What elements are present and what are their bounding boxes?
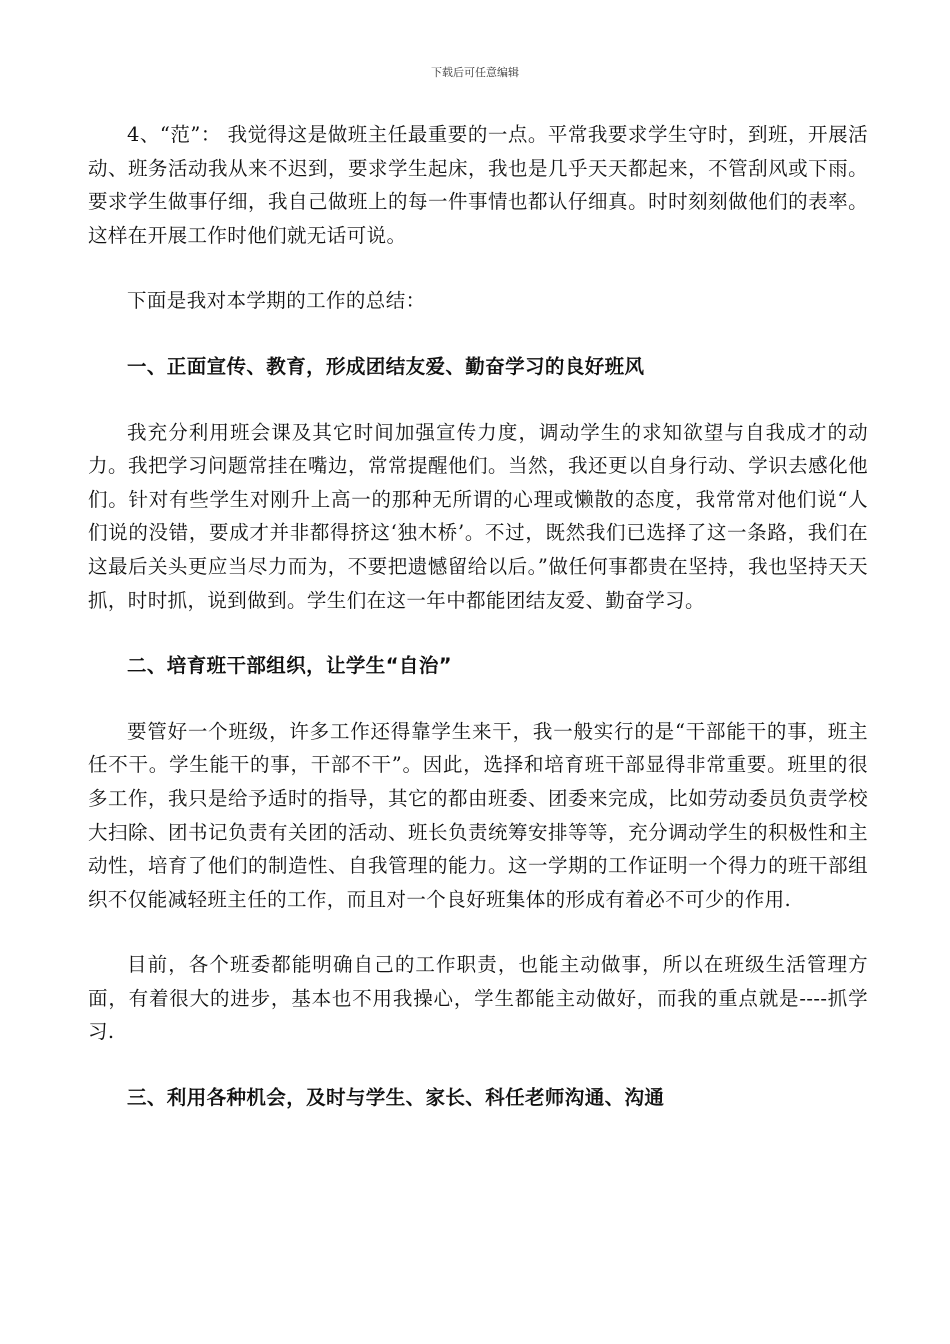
paragraph-example-role-model: 4、“范”： 我觉得这是做班主任最重要的一点。平常我要求学生守时，到班，开展活动、班务活动我从来不迟到，要求学生起床，我也是几乎天天都起来，不管刮风或下雨。要求学生做事仔细，我自己做班上的每一件事情也都认仔细真。时时刻刻做他们的表率。这样在开展工作时他们就无话可说。 (88, 123, 868, 247)
paragraph-section-1: 我充分利用班会课及其它时间加强宣传力度，调动学生的求知欲望与自我成才的动力。我把学习问题常挂在嘴边，常常提醒他们。当然，我还更以自身行动、学识去感化他们。针对有些学生对刚升上高一的那种无所谓的心理或懒散的态度，我常常对他们说“人们说的没错，要成才并非都得挤这‘独木桥’。不过，既然我们已选择了这一条路，我们在这最后关头更应当尽力而为，不要把遗憾留给以后。”做任何事都贵在坚持，我也坚持天天抓，时时抓，说到做到。学生们在这一年中都能团结友爱、勤奋学习。 (88, 420, 868, 612)
page-header-note: 下载后可任意编辑 (431, 66, 519, 79)
section-heading-1: 一、正面宣传、教育，形成团结友爱、勤奋学习的良好班风 (127, 354, 645, 378)
document-body (88, 118, 868, 1147)
section-heading-3: 三、利用各种机会，及时与学生、家长、科任老师沟通、沟通 (127, 1086, 665, 1110)
paragraph-section-2a: 要管好一个班级，许多工作还得靠学生来干，我一般实行的是“干部能干的事，班主任不干。学生能干的事，干部不干”。因此，选择和培育班干部显得非常重要。班里的很多工作，我只是给予适时的指导，其它的都由班委、团委来完成，比如劳动委员负责学校大扫除、团书记负责有关团的活动、班长负责统筹安排等等，充分调动学生的积极性和主动性，培育了他们的制造性、自我管理的能力。这一学期的工作证明一个得力的班干部组织不仅能减轻班主任的工作，而且对一个良好班集体的形成有着必不可少的作用. (88, 719, 868, 911)
paragraph-summary-intro: 下面是我对本学期的工作的总结： (127, 289, 426, 313)
paragraph-section-2b: 目前，各个班委都能明确自己的工作职责，也能主动做事，所以在班级生活管理方面，有着很大的进步，基本也不用我操心，学生都能主动做好，而我的重点就是----抓学习. (88, 953, 868, 1044)
section-heading-2: 二、培育班干部组织，让学生“自治” (127, 654, 452, 678)
